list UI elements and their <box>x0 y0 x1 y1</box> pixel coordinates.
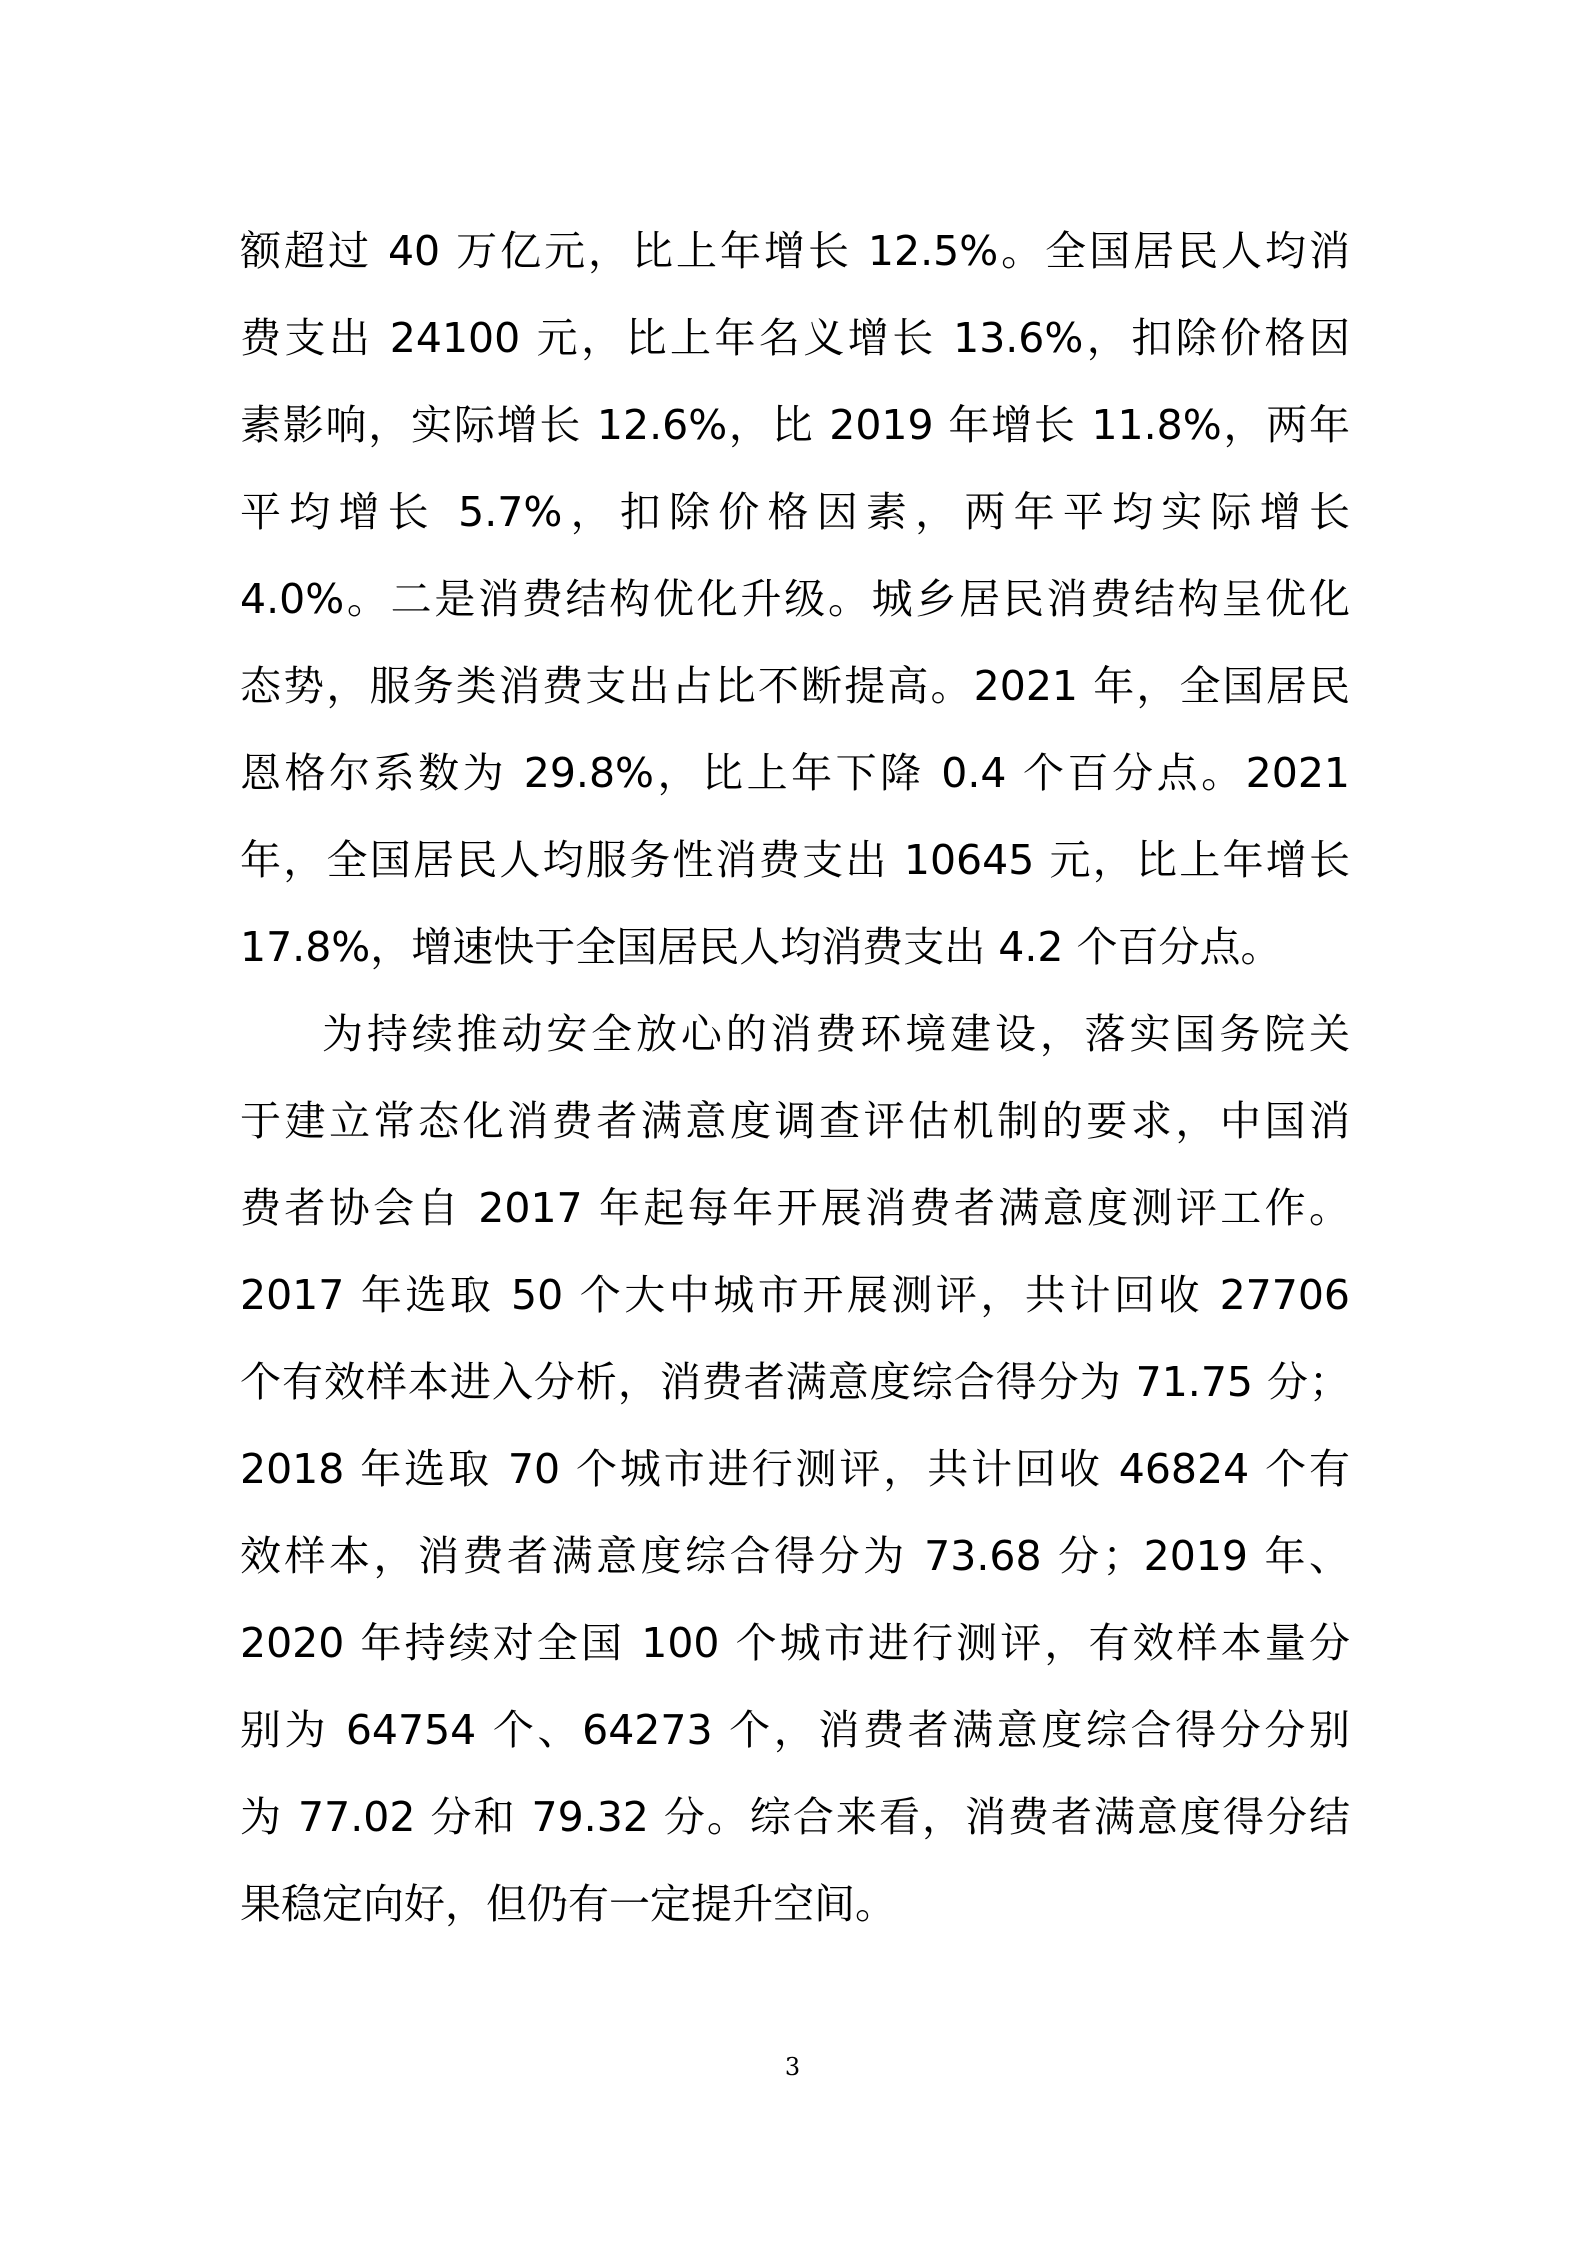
text-line: 恩格尔系数为 29.8%，比上年下降 0.4 个百分点。2021 <box>240 749 1350 797</box>
paragraph-2 <box>240 991 1350 1948</box>
text-line: 为 77.02 分和 79.32 分。综合来看，消费者满意度得分结 <box>240 1793 1350 1841</box>
document-body <box>240 208 1350 1948</box>
text-line: 额超过 40 万亿元，比上年增长 12.5%。全国居民人均消 <box>240 227 1350 275</box>
text-line: 2018 年选取 70 个城市进行测评，共计回收 46824 个有 <box>240 1445 1350 1493</box>
text-line: 效样本，消费者满意度综合得分为 73.68 分；2019 年、 <box>240 1532 1350 1580</box>
paragraph-1 <box>240 208 1350 991</box>
text-line: 态势，服务类消费支出占比不断提高。2021 年，全国居民 <box>240 662 1350 710</box>
text-line: 费者协会自 2017 年起每年开展消费者满意度测评工作。 <box>240 1184 1350 1232</box>
text-line: 个有效样本进入分析，消费者满意度综合得分为 71.75 分； <box>240 1358 1350 1406</box>
text-line: 素影响，实际增长 12.6%，比 2019 年增长 11.8%，两年 <box>240 401 1350 449</box>
text-line: 果稳定向好，但仍有一定提升空间。 <box>240 1880 896 1928</box>
text-line: 年，全国居民人均服务性消费支出 10645 元，比上年增长 <box>240 836 1350 884</box>
text-line: 4.0%。二是消费结构优化升级。城乡居民消费结构呈优化 <box>240 575 1350 623</box>
page-number: 3 <box>784 2053 801 2081</box>
text-line: 别为 64754 个、64273 个，消费者满意度综合得分分别 <box>240 1706 1350 1754</box>
text-line: 17.8%，增速快于全国居民人均消费支出 4.2 个百分点。 <box>240 923 1282 971</box>
text-line: 于建立常态化消费者满意度调查评估机制的要求，中国消 <box>240 1097 1350 1145</box>
text-line: 2020 年持续对全国 100 个城市进行测评，有效样本量分 <box>240 1619 1350 1667</box>
text-line: 2017 年选取 50 个大中城市开展测评，共计回收 27706 <box>240 1271 1350 1319</box>
text-line: 平均增长 5.7%，扣除价格因素，两年平均实际增长 <box>240 488 1350 536</box>
text-line: 费支出 24100 元，比上年名义增长 13.6%，扣除价格因 <box>240 314 1350 362</box>
text-line-indented: 为持续推动安全放心的消费环境建设，落实国务院关 <box>322 1010 1350 1058</box>
